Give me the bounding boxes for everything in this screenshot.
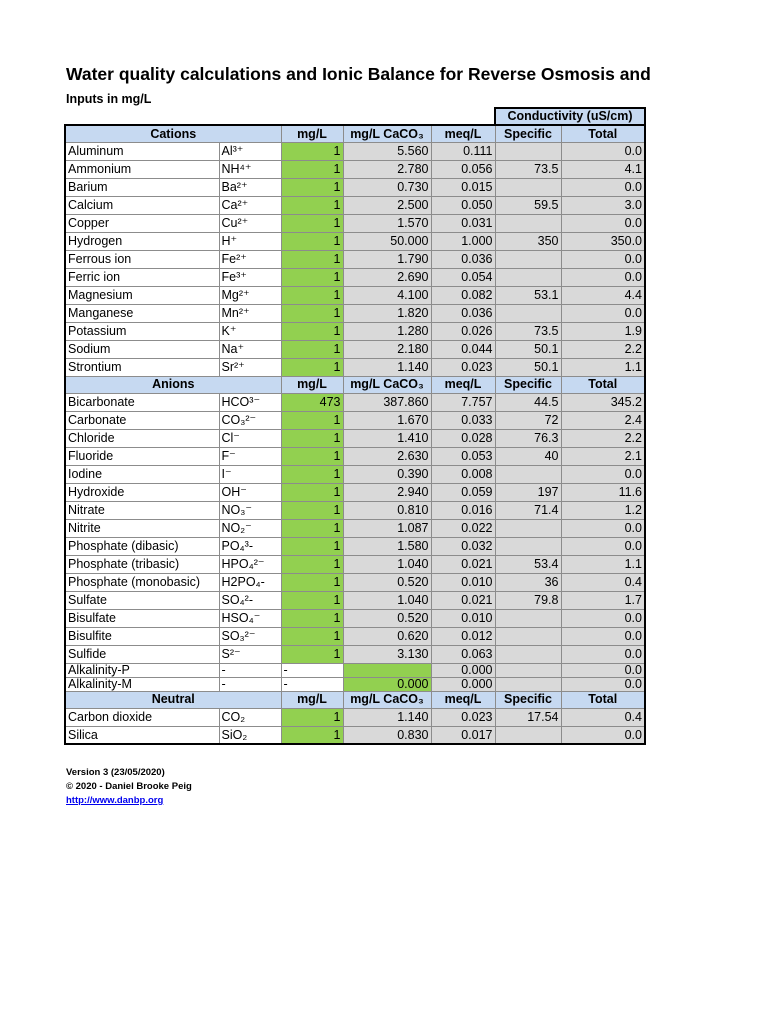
mgl-input[interactable]: 1 (281, 708, 343, 726)
meq-value: 0.010 (431, 573, 495, 591)
ion-symbol: Na⁺ (219, 340, 281, 358)
anions-specific-header: Specific (495, 376, 561, 393)
caco3-value: 1.670 (343, 411, 431, 429)
specific-conductivity (495, 537, 561, 555)
caco3-value: 1.040 (343, 555, 431, 573)
ionic-balance-table (64, 107, 646, 745)
ion-name: Aluminum (65, 142, 219, 160)
ion-name: Barium (65, 178, 219, 196)
mgl-input[interactable]: 1 (281, 726, 343, 744)
mgl-input[interactable]: 1 (281, 429, 343, 447)
total-conductivity: 0.0 (561, 304, 645, 322)
ion-name: Bisulfite (65, 627, 219, 645)
ion-symbol: NO₂⁻ (219, 519, 281, 537)
meq-value: 7.757 (431, 393, 495, 411)
ion-symbol: HPO₄²⁻ (219, 555, 281, 573)
total-conductivity: 4.4 (561, 286, 645, 304)
ion-name: Copper (65, 214, 219, 232)
page-title: Water quality calculations and Ionic Balance for Reverse Osmosis and (66, 64, 651, 84)
anions-row (65, 429, 645, 447)
neutral-row (65, 726, 645, 744)
mgl-input[interactable]: 1 (281, 501, 343, 519)
cations-row (65, 160, 645, 178)
specific-conductivity (495, 663, 561, 677)
specific-conductivity: 44.5 (495, 393, 561, 411)
mgl-input[interactable]: 1 (281, 573, 343, 591)
copyright-text: © 2020 - Daniel Brooke Peig (66, 781, 192, 792)
caco3-value: 5.560 (343, 142, 431, 160)
anions-row (65, 465, 645, 483)
specific-conductivity: 50.1 (495, 358, 561, 376)
meq-value: 0.053 (431, 447, 495, 465)
ion-name: Magnesium (65, 286, 219, 304)
meq-value: 1.000 (431, 232, 495, 250)
caco3-value: 2.940 (343, 483, 431, 501)
ion-symbol: Cu²⁺ (219, 214, 281, 232)
ion-name: Silica (65, 726, 219, 744)
specific-conductivity: 53.4 (495, 555, 561, 573)
spacer (65, 108, 495, 125)
specific-conductivity: 71.4 (495, 501, 561, 519)
mgl-input[interactable]: 473 (281, 393, 343, 411)
meq-value: 0.063 (431, 645, 495, 663)
specific-conductivity (495, 250, 561, 268)
caco3-value[interactable] (343, 663, 431, 677)
ion-symbol: PO₄³- (219, 537, 281, 555)
caco3-value[interactable]: 0.000 (343, 677, 431, 691)
website-link[interactable]: http://www.danbp.org (66, 795, 164, 806)
ion-symbol: HCO³⁻ (219, 393, 281, 411)
conductivity-header: Conductivity (uS/cm) (495, 108, 645, 125)
meq-value: 0.111 (431, 142, 495, 160)
ion-name: Sulfide (65, 645, 219, 663)
mgl-input[interactable]: 1 (281, 358, 343, 376)
mgl-input: - (281, 663, 343, 677)
ion-symbol: - (219, 663, 281, 677)
total-conductivity: 345.2 (561, 393, 645, 411)
ion-name: Carbon dioxide (65, 708, 219, 726)
ion-symbol: SO₃²⁻ (219, 627, 281, 645)
caco3-value: 1.570 (343, 214, 431, 232)
neutral-group-label: Neutral (65, 691, 281, 708)
cations-row (65, 268, 645, 286)
total-conductivity: 0.0 (561, 268, 645, 286)
total-conductivity: 0.0 (561, 645, 645, 663)
caco3-value: 387.860 (343, 393, 431, 411)
mgl-input[interactable]: 1 (281, 537, 343, 555)
total-conductivity: 0.0 (561, 519, 645, 537)
anions-row (65, 645, 645, 663)
mgl-input[interactable]: 1 (281, 160, 343, 178)
caco3-value: 1.140 (343, 358, 431, 376)
neutral-mgl-header: mg/L (281, 691, 343, 708)
specific-conductivity: 76.3 (495, 429, 561, 447)
mgl-input[interactable]: 1 (281, 322, 343, 340)
total-conductivity: 1.2 (561, 501, 645, 519)
caco3-value: 0.830 (343, 726, 431, 744)
meq-value: 0.023 (431, 708, 495, 726)
ion-name: Bicarbonate (65, 393, 219, 411)
ion-symbol: Mn²⁺ (219, 304, 281, 322)
total-conductivity: 0.0 (561, 178, 645, 196)
caco3-value: 1.820 (343, 304, 431, 322)
caco3-value: 1.790 (343, 250, 431, 268)
caco3-value: 1.580 (343, 537, 431, 555)
specific-conductivity: 73.5 (495, 322, 561, 340)
mgl-input[interactable]: 1 (281, 591, 343, 609)
total-conductivity: 1.9 (561, 322, 645, 340)
total-conductivity: 2.1 (561, 447, 645, 465)
cations-row (65, 286, 645, 304)
meq-value: 0.028 (431, 429, 495, 447)
anions-row (65, 411, 645, 429)
meq-value: 0.021 (431, 555, 495, 573)
specific-conductivity: 50.1 (495, 340, 561, 358)
anions-group-label: Anions (65, 376, 281, 393)
ion-name: Fluoride (65, 447, 219, 465)
meq-value: 0.056 (431, 160, 495, 178)
meq-value: 0.036 (431, 304, 495, 322)
anions-total-header: Total (561, 376, 645, 393)
ion-name: Nitrite (65, 519, 219, 537)
ion-symbol: NH⁴⁺ (219, 160, 281, 178)
ion-name: Ferrous ion (65, 250, 219, 268)
meq-value: 0.050 (431, 196, 495, 214)
total-conductivity: 0.0 (561, 677, 645, 691)
cations-row (65, 232, 645, 250)
mgl-input[interactable]: 1 (281, 286, 343, 304)
cations-specific-header: Specific (495, 125, 561, 142)
ion-name: Ferric ion (65, 268, 219, 286)
ion-symbol: CO₃²⁻ (219, 411, 281, 429)
anions-caco3-header: mg/L CaCO₃ (343, 376, 431, 393)
specific-conductivity: 350 (495, 232, 561, 250)
ion-name: Sulfate (65, 591, 219, 609)
caco3-value: 0.620 (343, 627, 431, 645)
meq-value: 0.017 (431, 726, 495, 744)
anions-row (65, 555, 645, 573)
total-conductivity: 1.1 (561, 555, 645, 573)
specific-conductivity (495, 645, 561, 663)
ion-symbol: Al³⁺ (219, 142, 281, 160)
ion-symbol: - (219, 677, 281, 691)
meq-value: 0.008 (431, 465, 495, 483)
total-conductivity: 2.4 (561, 411, 645, 429)
specific-conductivity: 40 (495, 447, 561, 465)
caco3-value: 2.690 (343, 268, 431, 286)
ion-symbol: NO₃⁻ (219, 501, 281, 519)
mgl-input[interactable]: 1 (281, 340, 343, 358)
neutral-row (65, 708, 645, 726)
total-conductivity: 2.2 (561, 340, 645, 358)
cations-caco3-header: mg/L CaCO₃ (343, 125, 431, 142)
caco3-value: 2.630 (343, 447, 431, 465)
meq-value: 0.012 (431, 627, 495, 645)
cations-row (65, 178, 645, 196)
ion-symbol: F⁻ (219, 447, 281, 465)
specific-conductivity: 17.54 (495, 708, 561, 726)
total-conductivity: 0.0 (561, 609, 645, 627)
ion-symbol: OH⁻ (219, 483, 281, 501)
total-conductivity: 350.0 (561, 232, 645, 250)
specific-conductivity: 197 (495, 483, 561, 501)
ion-name: Hydrogen (65, 232, 219, 250)
ion-name: Phosphate (dibasic) (65, 537, 219, 555)
neutral-total-header: Total (561, 691, 645, 708)
ion-symbol: Cl⁻ (219, 429, 281, 447)
ion-name: Potassium (65, 322, 219, 340)
ion-symbol: H⁺ (219, 232, 281, 250)
ion-name: Calcium (65, 196, 219, 214)
ion-name: Phosphate (tribasic) (65, 555, 219, 573)
caco3-value: 0.520 (343, 609, 431, 627)
ion-symbol: I⁻ (219, 465, 281, 483)
caco3-value: 1.140 (343, 708, 431, 726)
anions-row (65, 627, 645, 645)
anions-row (65, 501, 645, 519)
ion-symbol: CO₂ (219, 708, 281, 726)
anions-row (65, 591, 645, 609)
specific-conductivity: 79.8 (495, 591, 561, 609)
meq-value: 0.026 (431, 322, 495, 340)
ion-symbol: Fe²⁺ (219, 250, 281, 268)
cations-row (65, 322, 645, 340)
meq-value: 0.021 (431, 591, 495, 609)
cations-row (65, 250, 645, 268)
specific-conductivity (495, 519, 561, 537)
mgl-input[interactable]: 1 (281, 250, 343, 268)
ion-symbol: Ca²⁺ (219, 196, 281, 214)
meq-value: 0.000 (431, 677, 495, 691)
mgl-input[interactable]: 1 (281, 304, 343, 322)
cations-row (65, 142, 645, 160)
mgl-input[interactable]: 1 (281, 142, 343, 160)
ion-name: Alkalinity-M (65, 677, 219, 691)
meq-value: 0.036 (431, 250, 495, 268)
meq-value: 0.015 (431, 178, 495, 196)
caco3-value: 3.130 (343, 645, 431, 663)
mgl-input[interactable]: 1 (281, 645, 343, 663)
ion-name: Sodium (65, 340, 219, 358)
caco3-value: 1.040 (343, 591, 431, 609)
anions-row (65, 537, 645, 555)
total-conductivity: 4.1 (561, 160, 645, 178)
meq-value: 0.010 (431, 609, 495, 627)
specific-conductivity: 59.5 (495, 196, 561, 214)
ion-symbol: Fe³⁺ (219, 268, 281, 286)
caco3-value: 0.730 (343, 178, 431, 196)
ion-name: Chloride (65, 429, 219, 447)
total-conductivity: 0.0 (561, 142, 645, 160)
cations-mgl-header: mg/L (281, 125, 343, 142)
ion-name: Manganese (65, 304, 219, 322)
ion-name: Carbonate (65, 411, 219, 429)
mgl-input[interactable]: 1 (281, 519, 343, 537)
neutral-meq-header: meq/L (431, 691, 495, 708)
specific-conductivity (495, 627, 561, 645)
specific-conductivity (495, 609, 561, 627)
anions-row (65, 393, 645, 411)
caco3-value: 1.087 (343, 519, 431, 537)
ion-name: Iodine (65, 465, 219, 483)
specific-conductivity (495, 214, 561, 232)
caco3-value: 2.180 (343, 340, 431, 358)
specific-conductivity (495, 726, 561, 744)
ion-symbol: Mg²⁺ (219, 286, 281, 304)
specific-conductivity (495, 465, 561, 483)
cations-row (65, 358, 645, 376)
specific-conductivity: 36 (495, 573, 561, 591)
total-conductivity: 11.6 (561, 483, 645, 501)
mgl-input[interactable]: 1 (281, 411, 343, 429)
mgl-input[interactable]: 1 (281, 196, 343, 214)
cations-row (65, 214, 645, 232)
ion-symbol: SO₄²- (219, 591, 281, 609)
ion-symbol: HSO₄⁻ (219, 609, 281, 627)
meq-value: 0.000 (431, 663, 495, 677)
mgl-input: - (281, 677, 343, 691)
total-conductivity: 0.0 (561, 663, 645, 677)
meq-value: 0.044 (431, 340, 495, 358)
ion-name: Bisulfate (65, 609, 219, 627)
mgl-input[interactable]: 1 (281, 609, 343, 627)
specific-conductivity: 73.5 (495, 160, 561, 178)
caco3-value: 1.410 (343, 429, 431, 447)
caco3-value: 0.810 (343, 501, 431, 519)
ion-symbol: SiO₂ (219, 726, 281, 744)
total-conductivity: 2.2 (561, 429, 645, 447)
total-conductivity: 0.0 (561, 726, 645, 744)
mgl-input[interactable]: 1 (281, 465, 343, 483)
anions-row (65, 483, 645, 501)
cations-row (65, 304, 645, 322)
mgl-input[interactable]: 1 (281, 627, 343, 645)
ion-symbol: K⁺ (219, 322, 281, 340)
ion-symbol: H2PO₄- (219, 573, 281, 591)
ion-symbol: Ba²⁺ (219, 178, 281, 196)
total-conductivity: 1.1 (561, 358, 645, 376)
total-conductivity: 0.4 (561, 708, 645, 726)
caco3-value: 0.520 (343, 573, 431, 591)
mgl-input[interactable]: 1 (281, 483, 343, 501)
anions-row (65, 663, 645, 677)
mgl-input[interactable]: 1 (281, 447, 343, 465)
neutral-specific-header: Specific (495, 691, 561, 708)
cations-meq-header: meq/L (431, 125, 495, 142)
meq-value: 0.059 (431, 483, 495, 501)
meq-value: 0.023 (431, 358, 495, 376)
total-conductivity: 1.7 (561, 591, 645, 609)
total-conductivity: 0.0 (561, 465, 645, 483)
caco3-value: 0.390 (343, 465, 431, 483)
total-conductivity: 3.0 (561, 196, 645, 214)
anions-row (65, 609, 645, 627)
ion-name: Strontium (65, 358, 219, 376)
total-conductivity: 0.0 (561, 250, 645, 268)
anions-row (65, 677, 645, 691)
ion-name: Nitrate (65, 501, 219, 519)
mgl-input[interactable]: 1 (281, 178, 343, 196)
caco3-value: 1.280 (343, 322, 431, 340)
total-conductivity: 0.4 (561, 573, 645, 591)
inputs-subtitle: Inputs in mg/L (66, 92, 152, 106)
cations-row (65, 196, 645, 214)
specific-conductivity (495, 677, 561, 691)
specific-conductivity (495, 304, 561, 322)
mgl-input[interactable]: 1 (281, 555, 343, 573)
ion-symbol: Sr²⁺ (219, 358, 281, 376)
total-conductivity: 0.0 (561, 627, 645, 645)
mgl-input[interactable]: 1 (281, 214, 343, 232)
ion-name: Hydroxide (65, 483, 219, 501)
meq-value: 0.054 (431, 268, 495, 286)
total-conductivity: 0.0 (561, 537, 645, 555)
ion-name: Ammonium (65, 160, 219, 178)
caco3-value: 2.780 (343, 160, 431, 178)
caco3-value: 2.500 (343, 196, 431, 214)
specific-conductivity: 53.1 (495, 286, 561, 304)
cations-total-header: Total (561, 125, 645, 142)
cations-group-label: Cations (65, 125, 281, 142)
total-conductivity: 0.0 (561, 214, 645, 232)
caco3-value: 50.000 (343, 232, 431, 250)
cations-row (65, 340, 645, 358)
ion-name: Phosphate (monobasic) (65, 573, 219, 591)
version-text: Version 3 (23/05/2020) (66, 767, 165, 778)
meq-value: 0.033 (431, 411, 495, 429)
neutral-caco3-header: mg/L CaCO₃ (343, 691, 431, 708)
ion-symbol: S²⁻ (219, 645, 281, 663)
meq-value: 0.082 (431, 286, 495, 304)
meq-value: 0.016 (431, 501, 495, 519)
specific-conductivity (495, 142, 561, 160)
specific-conductivity (495, 268, 561, 286)
meq-value: 0.032 (431, 537, 495, 555)
anions-meq-header: meq/L (431, 376, 495, 393)
anions-row (65, 573, 645, 591)
meq-value: 0.031 (431, 214, 495, 232)
mgl-input[interactable]: 1 (281, 268, 343, 286)
anions-mgl-header: mg/L (281, 376, 343, 393)
specific-conductivity (495, 178, 561, 196)
specific-conductivity: 72 (495, 411, 561, 429)
anions-row (65, 519, 645, 537)
mgl-input[interactable]: 1 (281, 232, 343, 250)
anions-row (65, 447, 645, 465)
ion-name: Alkalinity-P (65, 663, 219, 677)
meq-value: 0.022 (431, 519, 495, 537)
caco3-value: 4.100 (343, 286, 431, 304)
